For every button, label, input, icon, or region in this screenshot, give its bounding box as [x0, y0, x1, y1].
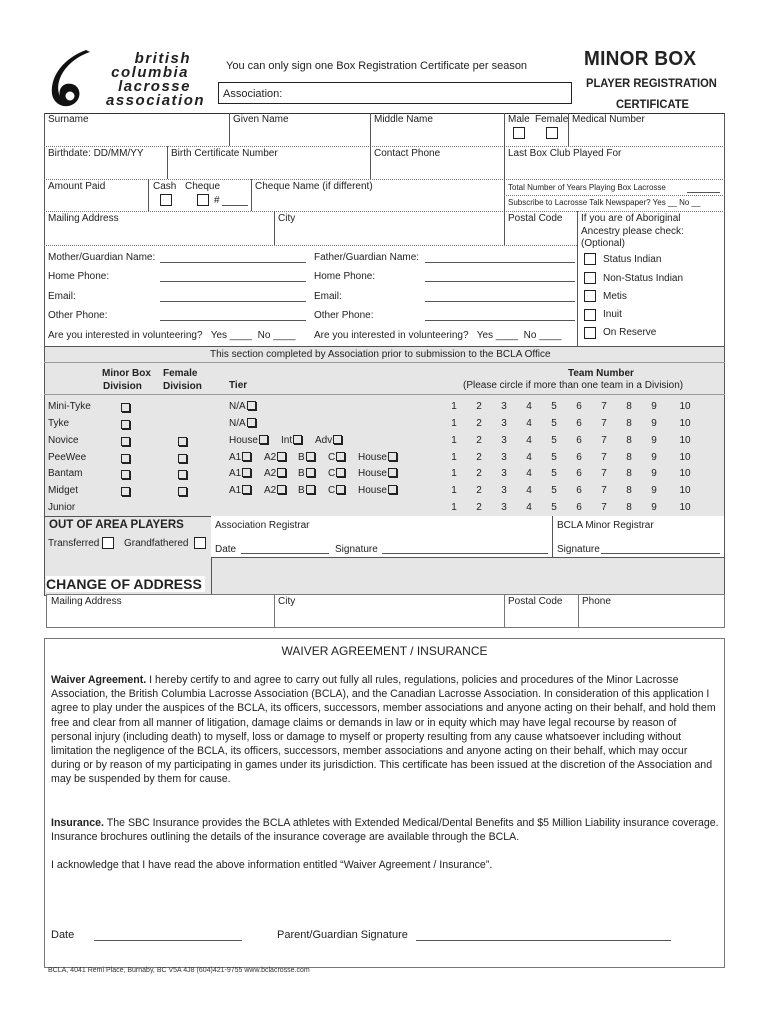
total-years-label: Total Number of Years Playing Box Lacrosse: [508, 183, 666, 192]
assoc-date-label: Date: [215, 544, 237, 555]
bcla-logo: [46, 48, 206, 110]
team-number-junior-5[interactable]: 5: [551, 502, 557, 513]
team-number-tyke-6[interactable]: 6: [576, 418, 582, 429]
birth-cert-label: Birth Certificate Number: [171, 148, 278, 159]
team-number-novice-2[interactable]: 2: [476, 435, 482, 446]
team-number-mini-tyke-8[interactable]: 8: [626, 401, 632, 412]
female-division-checkbox-novice[interactable]: [178, 437, 187, 446]
team-number-novice-3[interactable]: 3: [501, 435, 507, 446]
team-number-tyke-10[interactable]: 10: [679, 418, 691, 429]
minor-box-checkbox-midget[interactable]: [121, 487, 130, 496]
status-indian-checkbox[interactable]: [584, 253, 596, 265]
mailing-address-label: Mailing Address: [48, 213, 119, 224]
team-number-junior-4[interactable]: 4: [526, 502, 532, 513]
female-division-checkbox-peewee[interactable]: [178, 454, 187, 463]
team-number-tyke-4[interactable]: 4: [526, 418, 532, 429]
team-number-mini-tyke-3[interactable]: 3: [501, 401, 507, 412]
tier-option-house-novice[interactable]: House: [229, 435, 268, 446]
team-number-novice-10[interactable]: 10: [679, 435, 691, 446]
team-number-bantam-6[interactable]: 6: [576, 468, 582, 479]
amount-paid-label: Amount Paid: [48, 181, 106, 192]
team-number-midget-2[interactable]: 2: [476, 485, 482, 496]
tier-checkbox-icon: [388, 468, 397, 477]
division-label-junior: Junior: [48, 502, 76, 513]
team-number-novice-6[interactable]: 6: [576, 435, 582, 446]
tier-option-a1-midget[interactable]: A1: [229, 485, 251, 496]
birthdate-label: Birthdate: DD/MM/YY: [48, 148, 144, 159]
team-number-midget-10[interactable]: 10: [679, 485, 691, 496]
grandfathered-checkbox[interactable]: [194, 537, 206, 549]
season-notice: You can only sign one Box Registration Certificate per season: [226, 60, 528, 72]
male-label: Male: [508, 114, 530, 125]
assoc-registrar-label: Association Registrar: [215, 520, 310, 531]
cash-checkbox[interactable]: [160, 194, 172, 206]
team-number-novice-4[interactable]: 4: [526, 435, 532, 446]
team-number-junior-10[interactable]: 10: [679, 502, 691, 513]
tier-checkbox-icon: [277, 485, 286, 494]
tier-option-b-bantam[interactable]: B: [298, 468, 315, 479]
team-number-bantam-4[interactable]: 4: [526, 468, 532, 479]
team-number-novice-7[interactable]: 7: [601, 435, 607, 446]
change-address-box: [46, 594, 725, 628]
association-label: Association:: [223, 88, 283, 100]
aboriginal-label: If you are of Aboriginal Ancestry please check: (Optional): [581, 213, 684, 249]
team-number-novice-8[interactable]: 8: [626, 435, 632, 446]
tier-option-a1-peewee[interactable]: A1: [229, 452, 251, 463]
cheque-name-label: Cheque Name (if different): [255, 181, 373, 192]
team-number-junior-6[interactable]: 6: [576, 502, 582, 513]
inuit-checkbox[interactable]: [584, 309, 596, 321]
division-label-midget: Midget: [48, 485, 79, 496]
team-number-bantam-10[interactable]: 10: [679, 468, 691, 479]
team-number-bantam-8[interactable]: 8: [626, 468, 632, 479]
on-reserve-checkbox[interactable]: [584, 327, 596, 339]
waiver-date-label: Date: [51, 929, 75, 941]
logo-text-1: british: [134, 50, 191, 67]
tier-checkbox-icon: [333, 435, 342, 444]
tier-option-adv-novice[interactable]: Adv: [315, 435, 342, 446]
team-number-midget-7[interactable]: 7: [601, 485, 607, 496]
team-number-novice-5[interactable]: 5: [551, 435, 557, 446]
contact-phone-label: Contact Phone: [374, 148, 441, 159]
minor-box-checkbox-bantam[interactable]: [121, 470, 130, 479]
team-number-novice-9[interactable]: 9: [651, 435, 657, 446]
middle-name-label: Middle Name: [374, 114, 433, 125]
change-mailing-label: Mailing Address: [51, 596, 122, 607]
parent-signature-line[interactable]: [416, 940, 671, 941]
female-checkbox[interactable]: [546, 127, 558, 139]
metis-checkbox[interactable]: [584, 290, 596, 302]
team-number-junior-8[interactable]: 8: [626, 502, 632, 513]
tier-option-na-mini-tyke[interactable]: N/A: [229, 401, 256, 412]
team-number-junior-9[interactable]: 9: [651, 502, 657, 513]
team-number-mini-tyke-10[interactable]: 10: [679, 401, 691, 412]
father-other-phone-label: Other Phone:: [314, 310, 374, 321]
division-header: Division: [103, 380, 142, 392]
team-number-novice-1[interactable]: 1: [451, 435, 457, 446]
division-label-bantam: Bantam: [48, 468, 83, 479]
given-name-label: Given Name: [233, 114, 289, 125]
tier-option-b-midget[interactable]: B: [298, 485, 315, 496]
team-number-mini-tyke-9[interactable]: 9: [651, 401, 657, 412]
team-number-bantam-9[interactable]: 9: [651, 468, 657, 479]
team-number-mini-tyke-7[interactable]: 7: [601, 401, 607, 412]
team-number-peewee-3[interactable]: 3: [501, 452, 507, 463]
tier-checkbox-icon: [242, 485, 251, 494]
waiver-date-line[interactable]: [94, 940, 242, 941]
team-number-mini-tyke-4[interactable]: 4: [526, 401, 532, 412]
acknowledge-text: I acknowledge that I have read the above information entitled “Waiver Agreement / Insurance”.: [51, 859, 493, 871]
tier-checkbox-icon: [306, 452, 315, 461]
team-number-tyke-1[interactable]: 1: [451, 418, 457, 429]
tier-checkbox-icon: [336, 468, 345, 477]
status-indian-label: Status Indian: [603, 254, 662, 265]
team-number-midget-6[interactable]: 6: [576, 485, 582, 496]
waiver-heading: WAIVER AGREEMENT / INSURANCE: [281, 644, 488, 658]
tier-checkbox-icon: [242, 468, 251, 477]
bcla-registrar-label: BCLA Minor Registrar: [557, 520, 654, 531]
logo-text-2: columbia: [111, 64, 189, 81]
tier-option-c-midget[interactable]: C: [328, 485, 345, 496]
team-number-tyke-8[interactable]: 8: [626, 418, 632, 429]
team-number-midget-4[interactable]: 4: [526, 485, 532, 496]
cheque-label: Cheque: [185, 181, 221, 192]
father-volunteer-q: Are you interested in volunteering? Yes ____ No ____: [314, 330, 562, 341]
tier-option-a2-midget[interactable]: A2: [264, 485, 286, 496]
assoc-registrar-box[interactable]: [211, 516, 552, 558]
form-subtitle-1: PLAYER REGISTRATION: [586, 76, 717, 90]
transferred-label: Transferred: [48, 538, 100, 549]
tier-checkbox-icon: [293, 435, 302, 444]
team-number-bantam-5[interactable]: 5: [551, 468, 557, 479]
footer-address: BCLA, 4041 Remi Place, Burnaby, BC V5A 4J8 (604)421-9755 www.bclacrosse.com: [48, 967, 310, 974]
change-city-label: City: [278, 596, 296, 607]
minor-box-checkbox-peewee[interactable]: [121, 454, 130, 463]
tier-checkbox-icon: [306, 468, 315, 477]
father-home-phone-label: Home Phone:: [314, 271, 376, 282]
team-number-tyke-7[interactable]: 7: [601, 418, 607, 429]
insurance-text: Insurance. The SBC Insurance provides the BCLA athletes with Extended Medical/Dental Benefits and $5 Million Liability insurance coverage. Insurance brochures outlining the details of the insurance coverage are available through the BCLA.: [51, 817, 719, 844]
logo-text-4: association: [106, 92, 206, 109]
out-of-area-title: OUT OF AREA PLAYERS: [49, 519, 184, 531]
tier-checkbox-icon: [336, 452, 345, 461]
bcla-registrar-box[interactable]: [553, 516, 724, 558]
team-number-midget-9[interactable]: 9: [651, 485, 657, 496]
tier-option-a2-peewee[interactable]: A2: [264, 452, 286, 463]
tier-option-a1-bantam[interactable]: A1: [229, 468, 251, 479]
metis-label: Metis: [603, 291, 627, 302]
female-division-checkbox-midget[interactable]: [178, 487, 187, 496]
tier-header: Tier: [229, 380, 248, 391]
minor-box-header: Minor Box: [102, 368, 151, 379]
association-note: This section completed by Association prior to submission to the BCLA Office: [210, 349, 551, 360]
team-number-peewee-4[interactable]: 4: [526, 452, 532, 463]
team-number-midget-8[interactable]: 8: [626, 485, 632, 496]
bcla-signature-label: Signature: [557, 544, 600, 555]
change-address-title: CHANGE OF ADDRESS: [46, 576, 205, 592]
mother-volunteer-q: Are you interested in volunteering? Yes ____ No ____: [48, 330, 296, 341]
team-number-tyke-9[interactable]: 9: [651, 418, 657, 429]
tier-checkbox-icon: [259, 435, 268, 444]
team-number-mini-tyke-5[interactable]: 5: [551, 401, 557, 412]
team-number-peewee-10[interactable]: 10: [679, 452, 691, 463]
tier-option-a2-bantam[interactable]: A2: [264, 468, 286, 479]
team-number-peewee-5[interactable]: 5: [551, 452, 557, 463]
team-number-midget-3[interactable]: 3: [501, 485, 507, 496]
team-number-peewee-2[interactable]: 2: [476, 452, 482, 463]
tier-option-house-midget[interactable]: House: [358, 485, 397, 496]
transferred-checkbox[interactable]: [102, 537, 114, 549]
division-label-tyke: Tyke: [48, 418, 70, 429]
female-label: Female: [535, 114, 569, 125]
division-label-mini-tyke: Mini-Tyke: [48, 401, 91, 412]
team-number-midget-5[interactable]: 5: [551, 485, 557, 496]
tier-option-c-bantam[interactable]: C: [328, 468, 345, 479]
on-reserve-label: On Reserve: [603, 327, 657, 338]
tier-checkbox-icon: [277, 468, 286, 477]
logo-mark-icon: [46, 48, 96, 110]
team-number-mini-tyke-6[interactable]: 6: [576, 401, 582, 412]
team-number-bantam-2[interactable]: 2: [476, 468, 482, 479]
association-field[interactable]: [218, 82, 572, 104]
tier-option-int-novice[interactable]: Int: [281, 435, 302, 446]
mother-label: Mother/Guardian Name:: [48, 252, 156, 263]
team-number-peewee-1[interactable]: 1: [451, 452, 457, 463]
inuit-label: Inuit: [603, 309, 622, 320]
last-club-label: Last Box Club Played For: [508, 148, 622, 159]
tier-checkbox-icon: [247, 418, 256, 427]
team-number-tyke-5[interactable]: 5: [551, 418, 557, 429]
change-phone-label: Phone: [582, 596, 611, 607]
grandfathered-label: Grandfathered: [124, 538, 189, 549]
mother-home-phone-label: Home Phone:: [48, 271, 110, 282]
form-subtitle-2: CERTIFICATE: [616, 97, 689, 111]
tier-checkbox-icon: [277, 452, 286, 461]
medical-number-label: Medical Number: [572, 114, 645, 125]
team-number-mini-tyke-1[interactable]: 1: [451, 401, 457, 412]
team-number-tyke-3[interactable]: 3: [501, 418, 507, 429]
father-label: Father/Guardian Name:: [314, 252, 420, 263]
minor-box-checkbox-tyke[interactable]: [121, 420, 130, 429]
team-number-junior-2[interactable]: 2: [476, 502, 482, 513]
female-header: Female: [163, 368, 198, 379]
team-number-bantam-7[interactable]: 7: [601, 468, 607, 479]
tier-option-b-peewee[interactable]: B: [298, 452, 315, 463]
minor-box-checkbox-mini-tyke[interactable]: [121, 403, 130, 412]
non-status-indian-checkbox[interactable]: [584, 272, 596, 284]
assoc-signature-label: Signature: [335, 544, 378, 555]
tier-checkbox-icon: [336, 485, 345, 494]
parent-signature-label: Parent/Guardian Signature: [277, 929, 408, 941]
team-number-peewee-6[interactable]: 6: [576, 452, 582, 463]
surname-label: Surname: [48, 114, 89, 125]
team-number-junior-1[interactable]: 1: [451, 502, 457, 513]
cheque-number-label: #: [214, 195, 220, 206]
team-number-tyke-2[interactable]: 2: [476, 418, 482, 429]
minor-box-checkbox-novice[interactable]: [121, 437, 130, 446]
tier-checkbox-icon: [247, 401, 256, 410]
team-number-midget-1[interactable]: 1: [451, 485, 457, 496]
cash-label: Cash: [153, 181, 177, 192]
tier-option-house-bantam[interactable]: House: [358, 468, 397, 479]
male-checkbox[interactable]: [513, 127, 525, 139]
female-division-header: Division: [163, 380, 202, 392]
change-postal-label: Postal Code: [508, 596, 563, 607]
tier-option-house-peewee[interactable]: House: [358, 452, 397, 463]
division-label-novice: Novice: [48, 435, 79, 446]
logo-text-3: lacrosse: [118, 78, 191, 95]
female-division-checkbox-bantam[interactable]: [178, 470, 187, 479]
form-title: MINOR BOX: [584, 48, 697, 70]
father-email-label: Email:: [314, 291, 342, 302]
circle-note: (Please circle if more than one team in a Division): [463, 380, 684, 391]
postal-code-label: Postal Code: [508, 213, 563, 224]
city-label: City: [278, 213, 296, 224]
team-number-peewee-8[interactable]: 8: [626, 452, 632, 463]
tier-checkbox-icon: [242, 452, 251, 461]
team-number-bantam-1[interactable]: 1: [451, 468, 457, 479]
tier-checkbox-icon: [388, 452, 397, 461]
waiver-agreement-text: Waiver Agreement. I hereby certify to and agree to carry out fully all rules, regulations, policies and procedures of the Minor Lacrosse Association, the British Columbia Lacrosse Association (BCLA), and the Canadian Lacrosse Association. In consideration of this application I agree to play under the auspices of the BCLA, its officers, successors, member associations and anyone acting on their behalf, and hold them free and clear from all manner of litigation, damage claims or demands in law or in equity which may have legal recourse by reason of personal injury (including death) to myself, loss or damage to myself or property resulting from any cause whatsoever including without limitation the negligence of the BCLA, its officers, successors, member associations and anyone acting on their behalf, which may occur during or by reason of my participating in games under its jurisdiction. This certificate has been issued at the discretion of the Association and may be suspended by them for cause.: [51, 674, 716, 786]
tier-option-c-peewee[interactable]: C: [328, 452, 345, 463]
tier-checkbox-icon: [306, 485, 315, 494]
team-number-peewee-9[interactable]: 9: [651, 452, 657, 463]
team-number-junior-3[interactable]: 3: [501, 502, 507, 513]
cheque-checkbox[interactable]: [197, 194, 209, 206]
team-number-header: Team Number: [568, 368, 634, 379]
team-number-junior-7[interactable]: 7: [601, 502, 607, 513]
mother-email-label: Email:: [48, 291, 76, 302]
non-status-indian-label: Non-Status Indian: [603, 273, 684, 284]
team-number-mini-tyke-2[interactable]: 2: [476, 401, 482, 412]
tier-option-na-tyke[interactable]: N/A: [229, 418, 256, 429]
tier-checkbox-icon: [388, 485, 397, 494]
division-label-peewee: PeeWee: [48, 452, 87, 463]
subscribe-label: Subscribe to Lacrosse Talk Newspaper? Yes __ No __: [508, 198, 701, 207]
mother-other-phone-label: Other Phone:: [48, 310, 108, 321]
team-number-peewee-7[interactable]: 7: [601, 452, 607, 463]
team-number-bantam-3[interactable]: 3: [501, 468, 507, 479]
